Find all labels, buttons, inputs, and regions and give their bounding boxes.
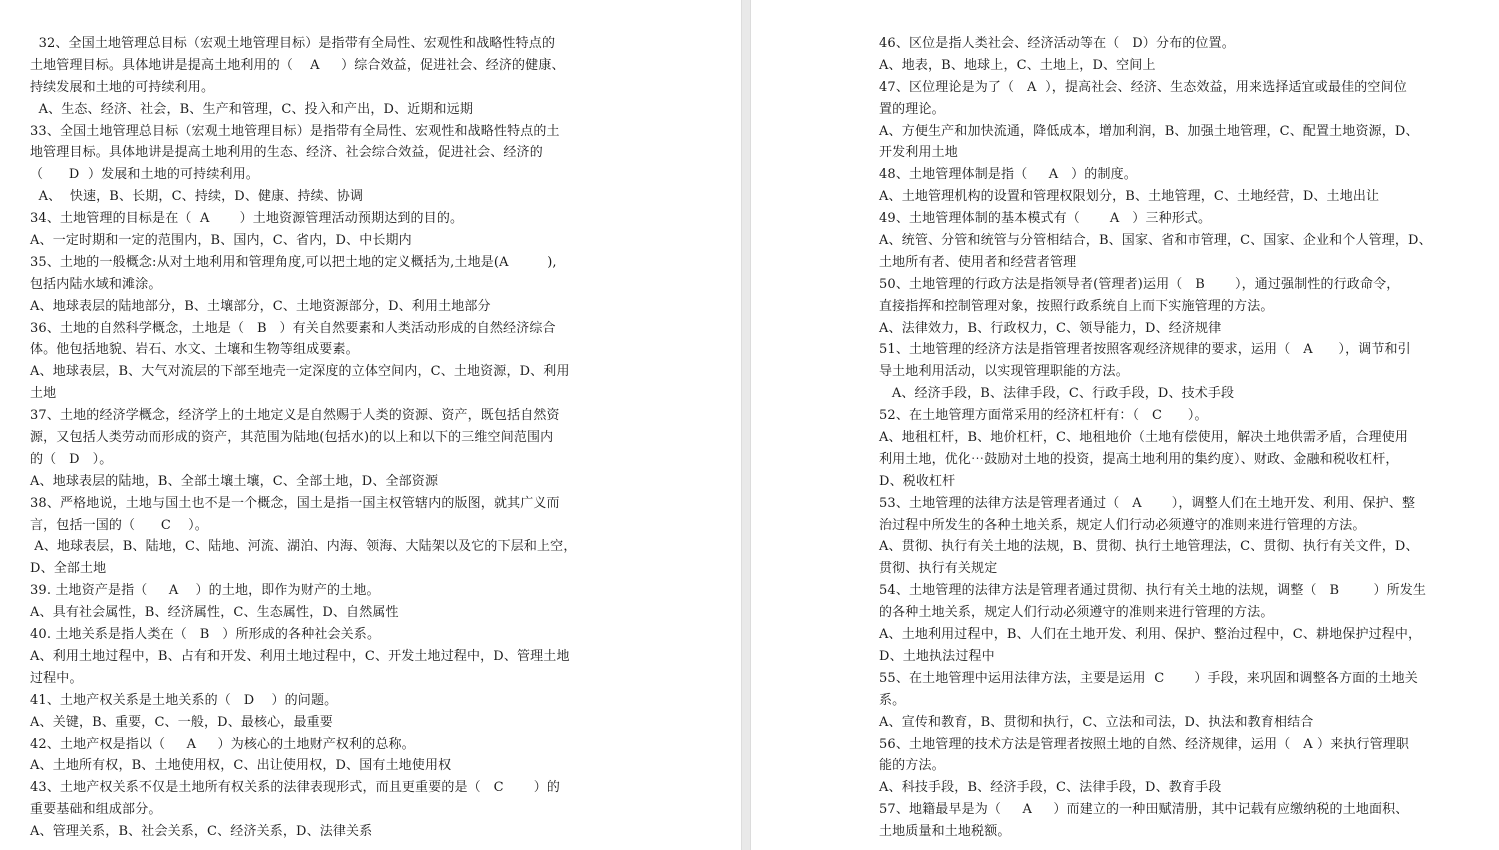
text-line: 土地 <box>30 386 57 402</box>
text-line: A、科技手段，B、经济手段，C、法律手段，D、教育手段 <box>879 780 1222 796</box>
text-line: A、土地所有权，B、土地使用权，C、出让使用权，D、国有土地使用权 <box>30 758 452 774</box>
text-line: 37、土地的经济学概念，经济学上的土地定义是自然赐于人类的资源、资产，既包括自然资 <box>30 408 560 424</box>
text-line: 系。 <box>879 692 906 708</box>
text-line: 地管理目标。具体地讲是提高土地利用的生态、经济、社会综合效益，促进社会、经济的 <box>30 145 543 161</box>
text-line: A、一定时期和一定的范围内，B、国内，C、省内，D、中长期内 <box>30 233 412 249</box>
text-line: 导土地利用活动，以实现管理职能的方法。 <box>879 364 1129 380</box>
text-line: A、土地管理机构的设置和管理权限划分，B、土地管理，C、土地经营，D、土地出让 <box>879 189 1380 205</box>
text-line: A、利用土地过程中，B、占有和开发、利用土地过程中，C、开发土地过程中，D、管理土地 <box>30 648 570 664</box>
text-line: 体。他包括地貌、岩石、水文、土壤和生物等组成要素。 <box>30 342 359 358</box>
text-line: A、地球表层的陆地，B、全部土壤土壤，C、全部土地，D、全部资源 <box>30 473 439 489</box>
text-line: 47、区位理论是为了（ A ），提高社会、经济、生态效益，用来选择适宜或最佳的空间位 <box>879 79 1407 95</box>
text-line: 开发利用土地 <box>879 145 958 161</box>
text-line: A、贯彻、执行有关土地的法规，B、贯彻、执行土地管理法，C、贯彻、执行有关文件，D、 <box>879 539 1419 555</box>
left-page-text <box>30 33 630 843</box>
text-line: 32、全国土地管理总目标（宏观土地管理目标）是指带有全局性、宏观性和战略性特点的 <box>30 36 556 51</box>
text-line: A、土地利用过程中，B、人们在土地开发、利用、保护、整治过程中，C、耕地保护过程中， <box>879 627 1422 643</box>
text-line: 直接指挥和控制管理对象，按照行政系统自上而下实施管理的方法。 <box>879 298 1274 314</box>
text-line: 49、土地管理体制的基本模式有（ A ）三种形式。 <box>879 211 1212 227</box>
text-line: A、地球表层，B、陆地，C、陆地、河流、湖泊、内海、领海、大陆架以及它的下层和上空， <box>30 539 577 555</box>
page-gutter <box>741 0 751 850</box>
text-line: 言，包括一国的（ C ）。 <box>30 517 208 533</box>
text-line: （ D ）发展和土地的可持续利用。 <box>30 167 259 183</box>
text-line: D、土地执法过程中 <box>879 648 995 664</box>
text-line: 38、严格地说，土地与国土也不是一个概念，国土是指一国主权管辖内的版图，就其广义而 <box>30 495 560 511</box>
text-line: 土地所有者、使用者和经营者管理 <box>879 254 1077 270</box>
text-line: 土地管理目标。具体地讲是提高土地利用的（ A ）综合效益，促进社会、经济的健康、 <box>30 57 565 73</box>
text-line: A、地球表层的陆地部分，B、土壤部分，C、土地资源部分，D、利用土地部分 <box>30 298 491 314</box>
right-page-text <box>879 33 1479 843</box>
text-line: 的各种土地关系，规定人们行动必须遵守的准则来进行管理的方法。 <box>879 605 1274 621</box>
text-line: 33、全国土地管理总目标（宏观土地管理目标）是指带有全局性、宏观性和战略性特点的土 <box>30 123 560 139</box>
text-line: 35、土地的一般概念:从对土地利用和管理角度,可以把土地的定义概括为,土地是(A ), <box>30 254 557 270</box>
text-line: D、全部土地 <box>30 561 107 577</box>
text-line: 过程中。 <box>30 670 83 686</box>
text-line: 重要基础和组成部分。 <box>30 802 162 818</box>
text-line: 治过程中所发生的各种土地关系，规定人们行动必须遵守的准则来进行管理的方法。 <box>879 517 1366 533</box>
text-line: A、地球表层，B、大气对流层的下部至地壳一定深度的立体空间内，C、土地资源，D、利用 <box>30 364 570 380</box>
text-line: A、关键，B、重要，C、一般，D、最核心，最重要 <box>30 714 333 730</box>
left-page <box>0 0 741 850</box>
text-line: 46、区位是指人类社会、经济活动等在（ D）分布的位置。 <box>879 36 1235 51</box>
text-line: A、方便生产和加快流通，降低成本，增加利润，B、加强土地管理，C、配置土地资源，D、 <box>879 123 1419 139</box>
text-line: A、法律效力，B、行政权力，C、领导能力，D、经济规律 <box>879 320 1222 336</box>
text-line: A、生态、经济、社会，B、生产和管理，C、投入和产出，D、近期和远期 <box>30 101 473 117</box>
text-line: 36、土地的自然科学概念，土地是（ B ）有关自然要素和人类活动形成的自然经济综合 <box>30 320 556 336</box>
text-line: D、税收杠杆 <box>879 473 956 489</box>
text-line: 土地质量和土地税额。 <box>879 824 1011 840</box>
text-line: A、具有社会属性，B、经济属性，C、生态属性，D、自然属性 <box>30 605 399 621</box>
text-line: A、地租杠杆，B、地价杠杆，C、地租地价（土地有偿使用，解决土地供需矛盾，合理使用 <box>879 430 1409 446</box>
text-line: 包括内陆水域和滩涂。 <box>30 276 162 292</box>
text-line: 34、土地管理的目标是在（ A ）土地资源管理活动预期达到的目的。 <box>30 211 464 227</box>
text-line: 40. 土地关系是指人类在（ B ）所形成的各种社会关系。 <box>30 627 381 643</box>
text-line: A、 快速，B、长期，C、持续，D、健康、持续、协调 <box>30 189 364 205</box>
text-line: 48、土地管理体制是指（ A ）的制度。 <box>879 167 1137 183</box>
text-line: A、统管、分管和统管与分管相结合，B、国家、省和市管理，C、国家、企业和个人管理，D、 <box>879 233 1432 249</box>
text-line: A、地表，B、地球上，C、土地上，D、空间上 <box>879 57 1156 73</box>
text-line: 利用土地，优化⋯鼓励对土地的投资，提高土地利用的集约度）、财政、金融和税收杠杆， <box>879 451 1399 467</box>
text-line: A、经济手段，B、法律手段，C、行政手段，D、技术手段 <box>879 386 1235 402</box>
text-line: 能的方法。 <box>879 758 945 774</box>
text-line: 56、土地管理的技术方法是管理者按照土地的自然、经济规律，运用（ A ）来执行管理职 <box>879 736 1410 752</box>
text-line: 53、土地管理的法律方法是管理者通过（ A ），调整人们在土地开发、利用、保护、整 <box>879 495 1416 511</box>
text-line: 42、土地产权是指以（ A ）为核心的土地财产权利的总称。 <box>30 736 415 752</box>
text-line: 41、土地产权关系是土地关系的（ D ）的问题。 <box>30 692 338 708</box>
text-line: 39. 土地资产是指（ A ）的土地，即作为财产的土地。 <box>30 583 380 599</box>
text-line: 源，又包括人类劳动而形成的资产，其范围为陆地(包括水)的以上和以下的三维空间范围内 <box>30 430 554 446</box>
right-page <box>751 0 1499 850</box>
text-line: A、管理关系，B、社会关系，C、经济关系，D、法律关系 <box>30 824 373 840</box>
text-line: 52、在土地管理方面常采用的经济杠杆有：（ C ）。 <box>879 408 1208 424</box>
text-line: 51、土地管理的经济方法是指管理者按照客观经济规律的要求，运用（ A ），调节和引 <box>879 342 1411 358</box>
text-line: 43、土地产权关系不仅是土地所有权关系的法律表现形式，而且更重要的是（ C ）的 <box>30 780 561 796</box>
text-line: 贯彻、执行有关规定 <box>879 561 998 577</box>
text-line: 54、土地管理的法律方法是管理者通过贯彻、执行有关土地的法规，调整（ B ）所发生 <box>879 583 1427 599</box>
text-line: 置的理论。 <box>879 101 945 117</box>
text-line: 57、地籍最早是为（ A ）而建立的一种田赋清册，其中记载有应缴纳税的土地面积、 <box>879 802 1409 818</box>
text-line: 55、在土地管理中运用法律方法，主要是运用 C ）手段，来巩固和调整各方面的土地关 <box>879 670 1418 686</box>
text-line: A、宣传和教育，B、贯彻和执行，C、立法和司法，D、执法和教育相结合 <box>879 714 1314 730</box>
text-line: 的（ D ）。 <box>30 451 113 467</box>
text-line: 50、土地管理的行政方法是指领导者(管理者)运用（ B ），通过强制性的行政命令， <box>879 276 1400 292</box>
text-line: 持续发展和土地的可持续利用。 <box>30 79 215 95</box>
